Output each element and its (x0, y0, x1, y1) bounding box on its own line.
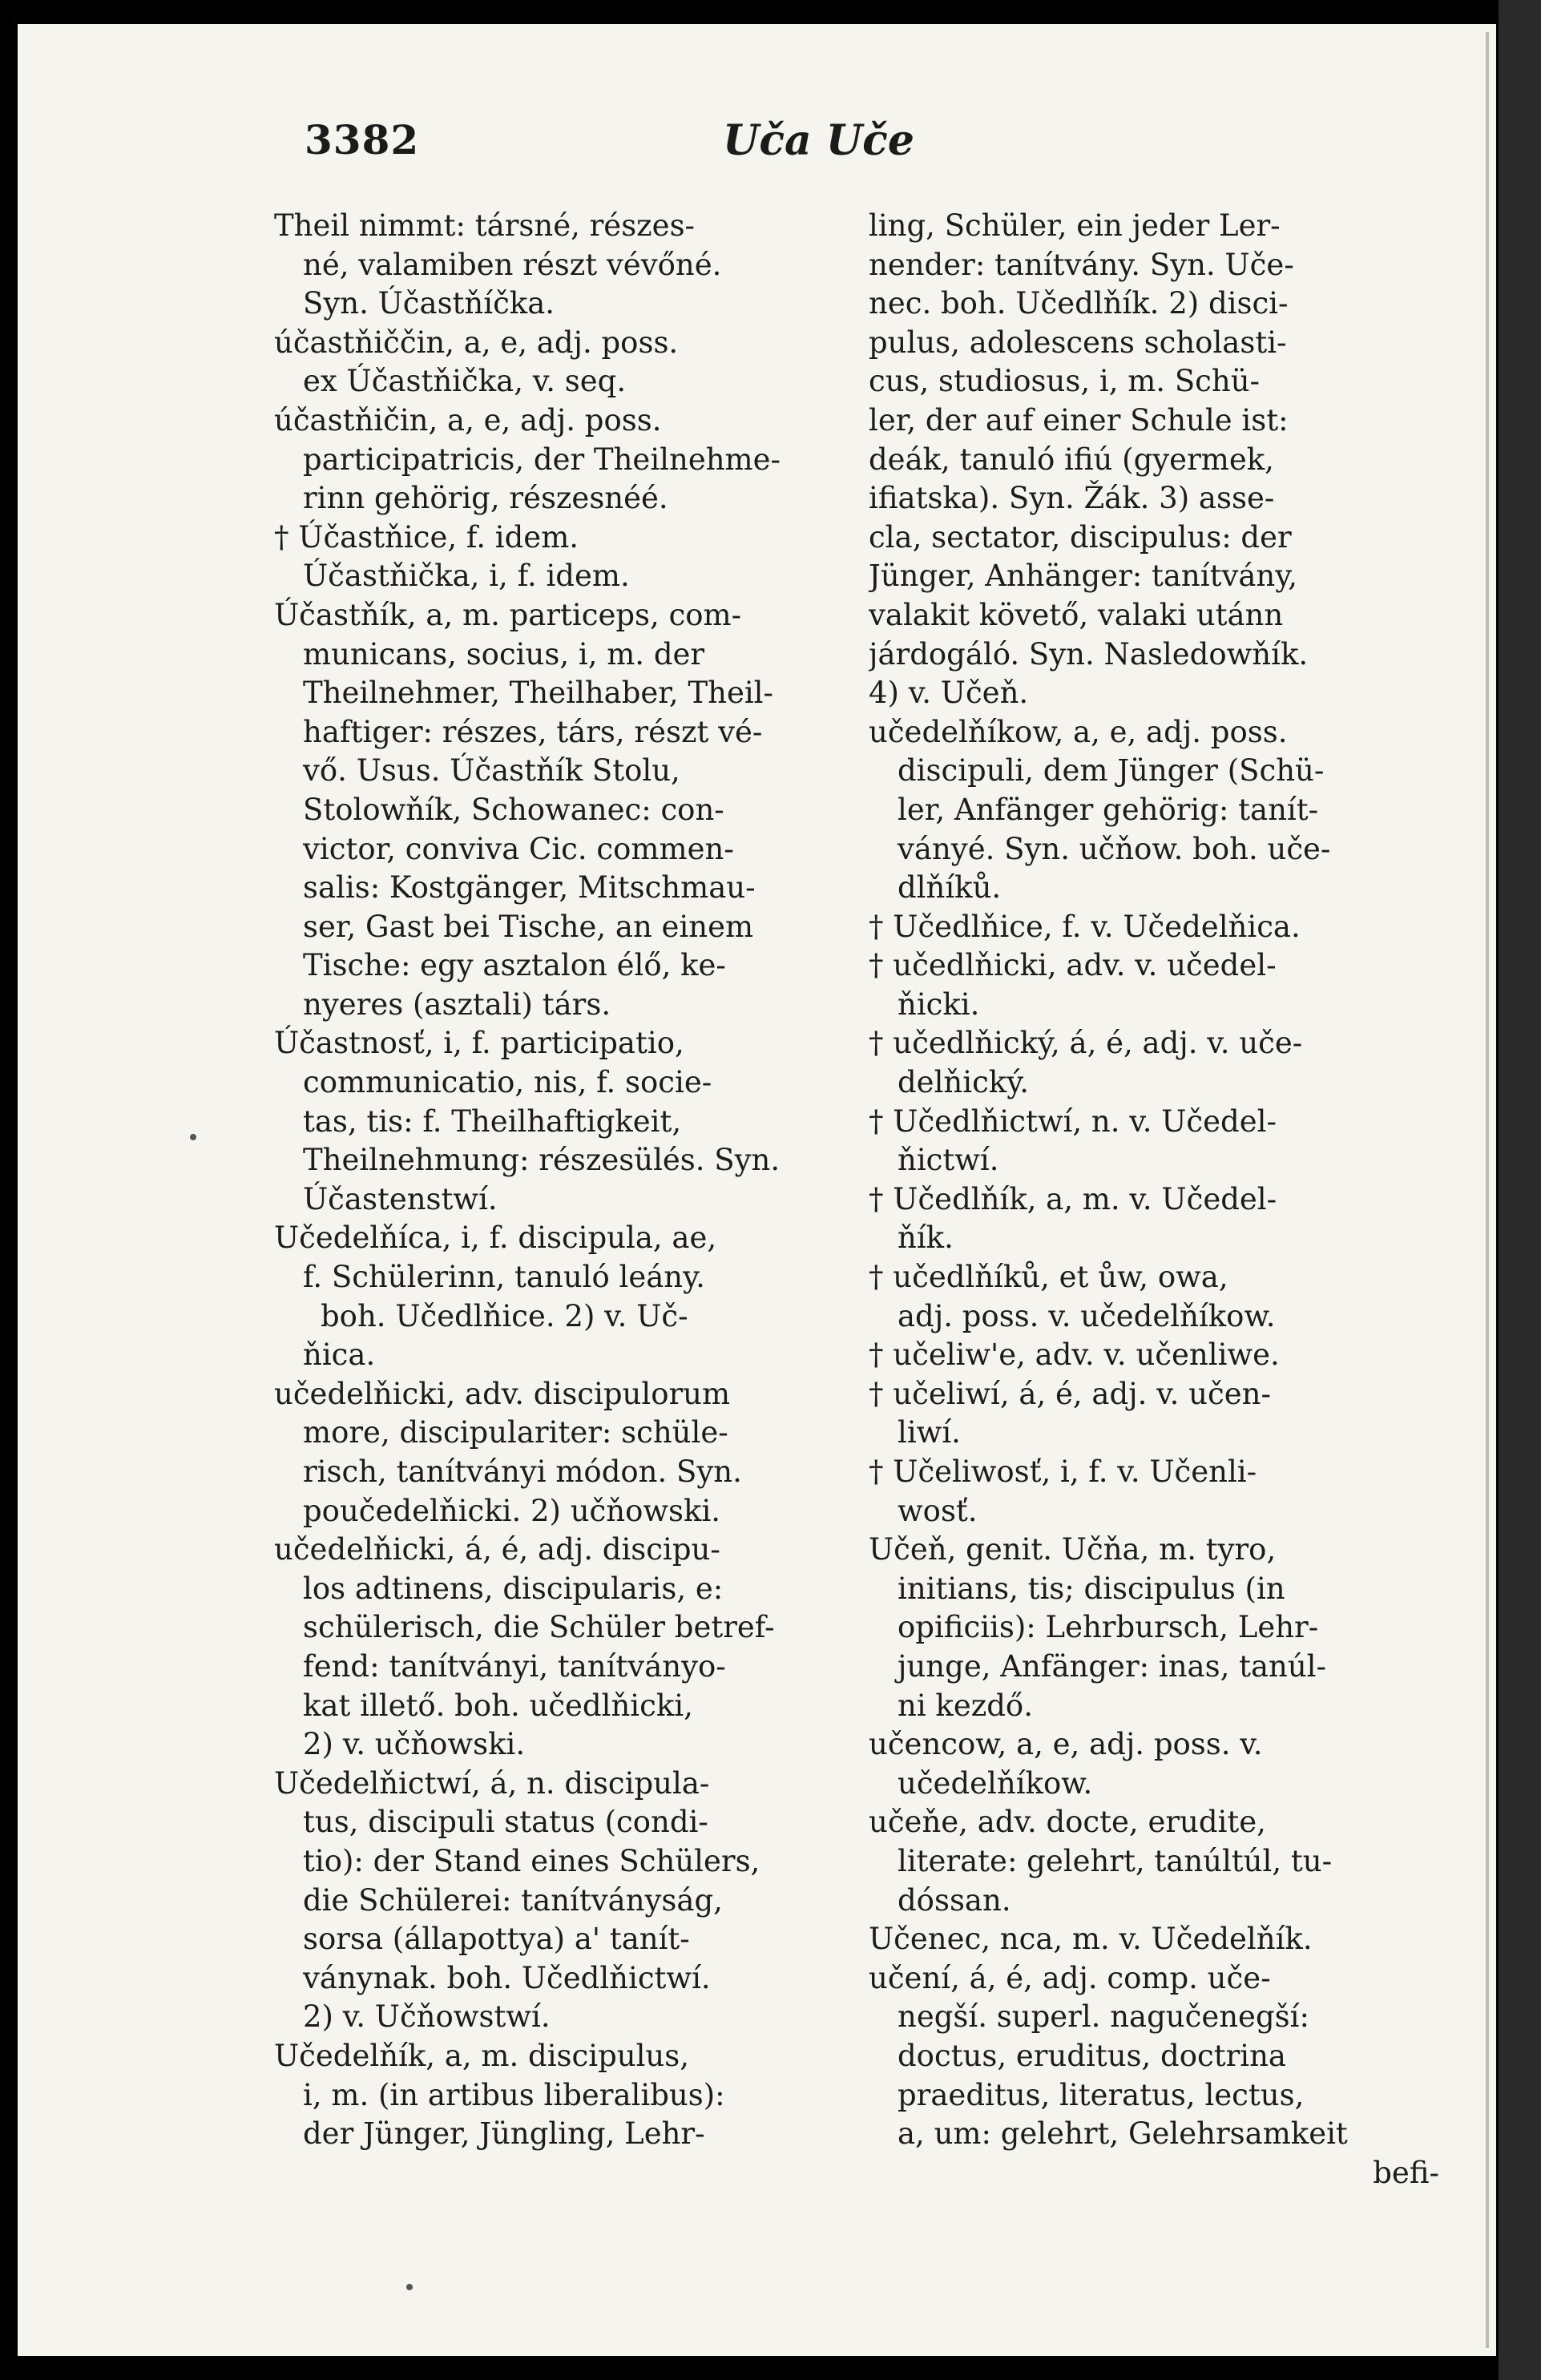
text-line: risch, tanítványi módon. Syn. (303, 1454, 742, 1489)
text-line: haftiger: részes, társ, részt vé- (303, 714, 763, 749)
text-line: ni kezdő. (898, 1688, 1033, 1723)
text-line: communicatio, nis, f. socie- (303, 1065, 712, 1100)
text-line: salis: Kostgänger, Mitschmau- (303, 870, 756, 906)
text-line: cla, sectator, discipulus: der (869, 519, 1292, 555)
text-line: † učedlňicki, adv. v. učedel- (869, 948, 1277, 983)
text-line: 4) v. Učeň. (869, 676, 1029, 711)
text-line: ifiatska). Syn. Žák. 3) asse- (869, 481, 1275, 516)
text-line: discipuli, dem Jünger (Schü- (898, 753, 1325, 789)
text-line: Učedelňictwí, á, n. discipula- (274, 1765, 710, 1801)
text-line: befi- (1373, 2155, 1439, 2190)
text-line: nender: tanítvány. Syn. Uče- (869, 247, 1294, 282)
text-line: † učeliwí, á, é, adj. v. učen- (869, 1376, 1271, 1411)
text-line: doctus, eruditus, doctrina (898, 2038, 1286, 2073)
text-line: wosť. (898, 1493, 978, 1528)
running-head: Uča Uče (723, 116, 914, 165)
text-line: Učedelňík, a, m. discipulus, (274, 2038, 689, 2073)
text-line: ler, der auf einer Schule ist: (869, 402, 1289, 438)
text-line: initians, tis; discipulus (in (898, 1571, 1285, 1606)
text-line: dóssan. (898, 1882, 1011, 1918)
text-line: adj. poss. v. učedelňíkow. (898, 1298, 1276, 1333)
text-line: Syn. Účastňíčka. (303, 286, 555, 321)
text-line: Theilnehmer, Theilhaber, Theil- (303, 676, 774, 711)
text-line: účastňiččin, a, e, adj. poss. (274, 325, 679, 360)
text-line: ňictwí. (898, 1143, 999, 1178)
text-line: literate: gelehrt, tanúltúl, tu- (898, 1843, 1333, 1878)
right-column (869, 207, 1439, 2192)
text-line: opificiis): Lehrbursch, Lehr- (898, 1610, 1319, 1645)
text-line: dlňíků. (898, 870, 1002, 906)
text-line: učeňe, adv. docte, erudite, (869, 1805, 1266, 1840)
text-line: poučedelňicki. 2) učňowski. (303, 1493, 721, 1528)
text-line: schülerisch, die Schüler betref- (303, 1610, 775, 1645)
paper-speck (406, 2284, 413, 2290)
text-line: liwí. (898, 1415, 961, 1450)
text-line: ser, Gast bei Tische, an einem (303, 909, 754, 944)
text-line: né, valamiben részt vévőné. (303, 247, 722, 282)
text-line: 2) v. Učňowstwí. (303, 1999, 551, 2035)
text-line: i, m. (in artibus liberalibus): (303, 2077, 725, 2112)
text-line: cus, studiosus, i, m. Schü- (869, 364, 1261, 399)
text-line: tus, discipuli status (condi- (303, 1805, 708, 1840)
text-line: victor, conviva Cic. commen- (303, 831, 734, 866)
text-line: učedelňicki, adv. discipulorum (274, 1376, 731, 1411)
text-line: Učeň, genit. Učňa, m. tyro, (869, 1532, 1277, 1567)
text-line: Účastňička, i, f. idem. (303, 559, 630, 594)
text-line: učedelňíkow. (898, 1765, 1093, 1801)
text-line: junge, Anfänger: inas, tanúl- (898, 1648, 1327, 1684)
text-line: der Jünger, Jüngling, Lehr- (303, 2116, 705, 2152)
text-line: rinn gehörig, részesnéé. (303, 481, 668, 516)
text-line: vő. Usus. Účastňík Stolu, (303, 753, 680, 789)
text-line: deák, tanuló ifiú (gyermek, (869, 442, 1274, 477)
text-line: Tische: egy asztalon élő, ke- (303, 948, 726, 983)
text-line: delňický. (898, 1065, 1029, 1100)
page-sheet (18, 24, 1496, 2356)
page-edge (1499, 0, 1541, 2380)
text-line: † Učeliwosť, i, f. v. Učenli- (869, 1454, 1257, 1489)
text-line: Jünger, Anhänger: tanítvány, (869, 559, 1297, 594)
text-line: ling, Schüler, ein jeder Ler- (869, 208, 1281, 243)
text-line: učení, á, é, adj. comp. uče- (869, 1960, 1271, 1995)
text-line: ler, Anfänger gehörig: tanít- (898, 792, 1319, 827)
text-line: Učenec, nca, m. v. Učedelňík. (869, 1922, 1313, 1957)
text-line: fend: tanítványi, tanítványo- (303, 1648, 726, 1684)
text-line: Theil nimmt: társné, részes- (274, 208, 696, 243)
text-line: negší. superl. nagučenegší: (898, 1999, 1309, 2035)
page-number: 3382 (305, 116, 420, 163)
paper-speck (190, 1134, 196, 1140)
text-line: participatricis, der Theilnehme- (303, 442, 781, 477)
text-line: účastňičin, a, e, adj. poss. (274, 402, 662, 438)
text-line: kat illető. boh. učedlňicki, (303, 1688, 693, 1723)
text-line: Účastnosť, i, f. participatio, (274, 1026, 684, 1061)
text-line: f. Schülerinn, tanuló leány. (303, 1260, 705, 1295)
text-line: praeditus, literatus, lectus, (898, 2077, 1305, 2112)
text-line: ex Účastňička, v. seq. (303, 364, 627, 399)
text-line: † Učedlňictwí, n. v. Učedel- (869, 1103, 1277, 1139)
text-line: ňica. (303, 1337, 376, 1373)
text-line: Účastňík, a, m. particeps, com- (274, 597, 742, 632)
text-line: tas, tis: f. Theilhaftigkeit, (303, 1103, 682, 1139)
text-line: tio): der Stand eines Schülers, (303, 1843, 760, 1878)
text-line: a, um: gelehrt, Gelehrsamkeit (898, 2116, 1348, 2152)
text-line: boh. Učedlňice. 2) v. Uč- (321, 1298, 688, 1333)
text-line: 2) v. učňowski. (303, 1727, 526, 1762)
text-line: † Účastňice, f. idem. (274, 519, 579, 555)
text-line: † učeliw'e, adv. v. učenliwe. (869, 1337, 1280, 1373)
text-line: učencow, a, e, adj. poss. v. (869, 1727, 1263, 1762)
text-line: die Schülerei: tanítványság, (303, 1882, 723, 1918)
text-line: nec. boh. Učedlňík. 2) disci- (869, 286, 1289, 321)
text-line: † učedlňíků, et ůw, owa, (869, 1260, 1228, 1295)
left-column (274, 207, 845, 2154)
text-line: † učedlňický, á, é, adj. v. uče- (869, 1026, 1303, 1061)
text-line: járdogáló. Syn. Nasledowňík. (869, 636, 1309, 672)
text-line: Theilnehmung: részesülés. Syn. (303, 1143, 781, 1178)
text-line: ňík. (898, 1220, 954, 1256)
text-line: ňicki. (898, 986, 980, 1022)
text-line: ványé. Syn. učňow. boh. uče- (898, 831, 1331, 866)
text-line: učedelňíkow, a, e, adj. poss. (869, 714, 1288, 749)
text-line: Učedelňíca, i, f. discipula, ae, (274, 1220, 717, 1256)
text-line: † Učedlňík, a, m. v. Učedel- (869, 1181, 1277, 1216)
text-line: sorsa (állapottya) a' tanít- (303, 1922, 690, 1957)
text-line: † Učedlňice, f. v. Učedelňica. (869, 909, 1301, 944)
text-line: los adtinens, discipularis, e: (303, 1571, 724, 1606)
gutter-shadow (1486, 32, 1489, 2348)
text-line: pulus, adolescens scholasti- (869, 325, 1287, 360)
text-line: nyeres (asztali) társ. (303, 986, 611, 1022)
text-line: ványnak. boh. Učedlňictwí. (303, 1960, 711, 1995)
page-header (18, 116, 1496, 180)
text-line: Stolowňík, Schowanec: con- (303, 792, 724, 827)
text-line: more, discipulariter: schüle- (303, 1415, 728, 1450)
text-line: municans, socius, i, m. der (303, 636, 705, 672)
text-line: Účastenstwí. (303, 1181, 498, 1216)
text-line: valakit követő, valaki utánn (869, 597, 1284, 632)
text-line: učedelňicki, á, é, adj. discipu- (274, 1532, 720, 1567)
